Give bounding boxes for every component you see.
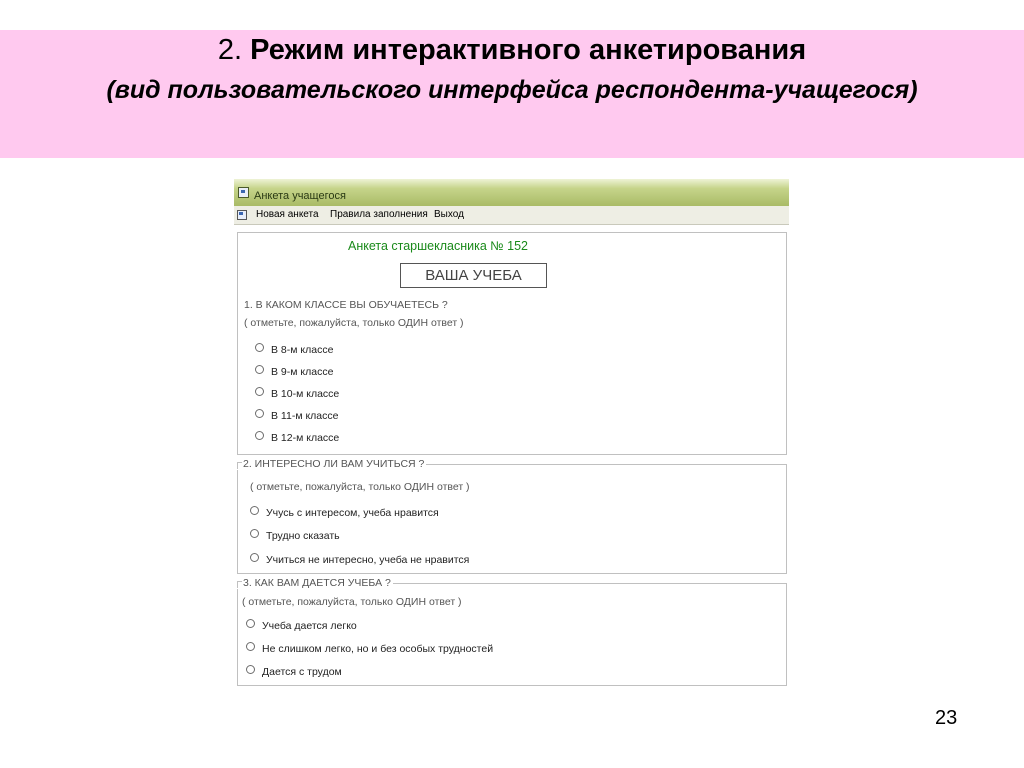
q2-option[interactable] bbox=[250, 506, 439, 519]
menu-fill-rules[interactable]: Правила заполнения bbox=[330, 209, 428, 220]
radio-button[interactable] bbox=[255, 387, 264, 396]
q2-option-label: Учусь с интересом, учеба нравится bbox=[266, 507, 439, 519]
q1-option[interactable] bbox=[255, 343, 333, 356]
question-3-title: 3. КАК ВАМ ДАЕТСЯ УЧЕБА ? bbox=[237, 577, 393, 589]
q3-option[interactable] bbox=[246, 642, 493, 655]
radio-button[interactable] bbox=[255, 365, 264, 374]
question-2-title: 2. ИНТЕРЕСНО ЛИ ВАМ УЧИТЬСЯ ? bbox=[237, 458, 426, 470]
menu-bar bbox=[234, 206, 789, 225]
q1-option[interactable] bbox=[255, 387, 339, 400]
q1-option[interactable] bbox=[255, 409, 338, 422]
radio-button[interactable] bbox=[250, 506, 259, 515]
q2-option[interactable] bbox=[250, 529, 340, 542]
radio-button[interactable] bbox=[255, 431, 264, 440]
section-title: ВАША УЧЕБА bbox=[400, 263, 547, 288]
survey-header: Анкета старшекласника № 152 bbox=[348, 239, 529, 253]
q3-option-label: Учеба дается легко bbox=[262, 620, 357, 632]
window-title: Анкета учащегося bbox=[254, 190, 346, 202]
q3-option-label: Дается с трудом bbox=[262, 666, 342, 678]
question-2-panel bbox=[237, 458, 787, 574]
q1-option-label: В 10-м классе bbox=[271, 388, 340, 400]
question-1-title: 1. В КАКОМ КЛАССЕ ВЫ ОБУЧАЕТЕСЬ ? bbox=[244, 299, 448, 311]
radio-button[interactable] bbox=[246, 665, 255, 674]
q1-option[interactable] bbox=[255, 431, 339, 444]
q1-option-label: В 11-м классе bbox=[271, 410, 339, 422]
q1-option-label: В 12-м классе bbox=[271, 432, 340, 444]
menu-exit[interactable]: Выход bbox=[434, 209, 464, 220]
page-number: 23 bbox=[935, 707, 958, 729]
q2-option-label: Учиться не интересно, учеба не нравится bbox=[266, 554, 470, 566]
radio-button[interactable] bbox=[255, 409, 264, 418]
slide-subtitle: (вид пользовательского интерфейса респондента-учащегося) bbox=[106, 76, 918, 104]
q1-option[interactable] bbox=[255, 365, 333, 378]
q3-option[interactable] bbox=[246, 619, 357, 632]
q1-option-label: В 8-м классе bbox=[271, 344, 334, 356]
q2-option[interactable] bbox=[250, 553, 469, 566]
app-window-icon bbox=[238, 187, 249, 198]
question-1-panel bbox=[237, 232, 787, 455]
q2-option-label: Трудно сказать bbox=[266, 530, 340, 542]
question-3-hint: ( отметьте, пожалуйста, только ОДИН ответ ) bbox=[242, 596, 462, 608]
q3-option-label: Не слишком легко, но и без особых трудностей bbox=[262, 643, 494, 655]
slide-title-text: Режим интерактивного анкетирования bbox=[250, 34, 807, 66]
survey-window bbox=[234, 179, 789, 686]
q1-option-label: В 9-м классе bbox=[271, 366, 334, 378]
window-titlebar[interactable] bbox=[234, 179, 789, 206]
radio-button[interactable] bbox=[246, 619, 255, 628]
radio-button[interactable] bbox=[255, 343, 264, 352]
radio-button[interactable] bbox=[250, 553, 259, 562]
question-2-hint: ( отметьте, пожалуйста, только ОДИН ответ ) bbox=[250, 481, 470, 493]
radio-button[interactable] bbox=[246, 642, 255, 651]
q3-option[interactable] bbox=[246, 665, 342, 678]
menu-new-survey[interactable]: Новая анкета bbox=[256, 209, 319, 220]
menu-app-icon[interactable] bbox=[237, 210, 247, 220]
slide-title bbox=[0, 34, 1024, 67]
slide-title-number: 2. bbox=[217, 34, 243, 66]
question-3-panel bbox=[237, 577, 787, 686]
question-1-hint: ( отметьте, пожалуйста, только ОДИН ответ ) bbox=[244, 317, 464, 329]
radio-button[interactable] bbox=[250, 529, 259, 538]
